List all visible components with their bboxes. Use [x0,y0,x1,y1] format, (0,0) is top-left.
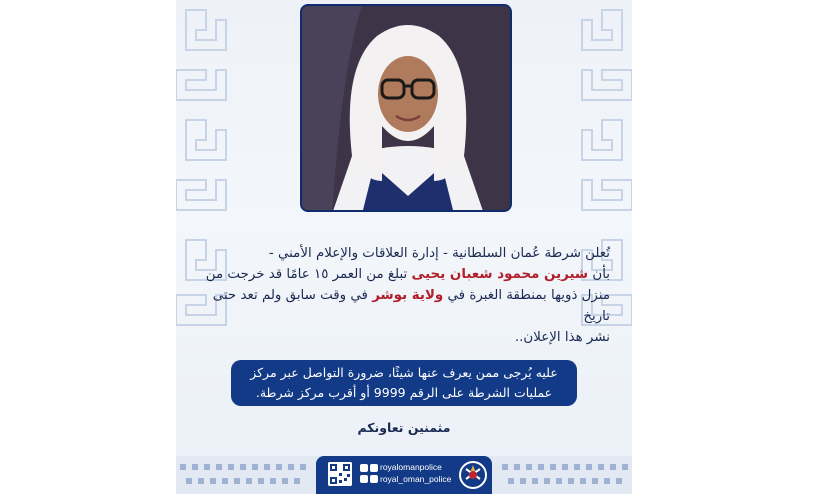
missing-person-poster [176,0,632,494]
announcement-line-4: نشر هذا الإعلان.. [514,330,610,345]
location-name: ولاية بوشر [372,288,444,303]
thanks-text: مثمنين تعاونكم [357,420,451,435]
royal-oman-police-emblem-icon [458,459,488,491]
announcement-text [184,243,610,348]
announcement-line-2: بأن شيرين محمود شعبان يحيى تبلغ من العمر ١٥ عامًا قد خرجت من [205,267,610,282]
instagram-icon [360,464,368,472]
social-handle-1: royalomanpolice [380,462,442,472]
announcement-line-3: منزل ذويها بمنطقة الغبرة في ولاية بوشر في وقت سابق ولم تعد حتى تاريخ [212,288,610,324]
facebook-icon [360,475,368,483]
social-icons-row-2 [360,475,378,483]
announcement-line-1: تُعلن شرطة عُمان السلطانية - إدارة العلاقات والإعلام الأمني - [268,246,610,261]
missing-person-name: شيرين محمود شعبان يحيى [411,267,589,282]
qr-code-icon [328,462,352,486]
appeal-line-2: عمليات الشرطة على الرقم 9999 أو أقرب مركز شرطة. [255,385,553,400]
social-handle-2: royal_oman_police [380,474,452,484]
appeal-line-1: عليه يُرجى ممن يعرف عنها شيئًا، ضرورة التواصل عبر مركز [250,365,558,380]
missing-person-photo [300,4,512,212]
contact-appeal-box [231,360,577,406]
x-icon [370,464,378,472]
youtube-icon [370,475,378,483]
social-icons [360,464,378,472]
